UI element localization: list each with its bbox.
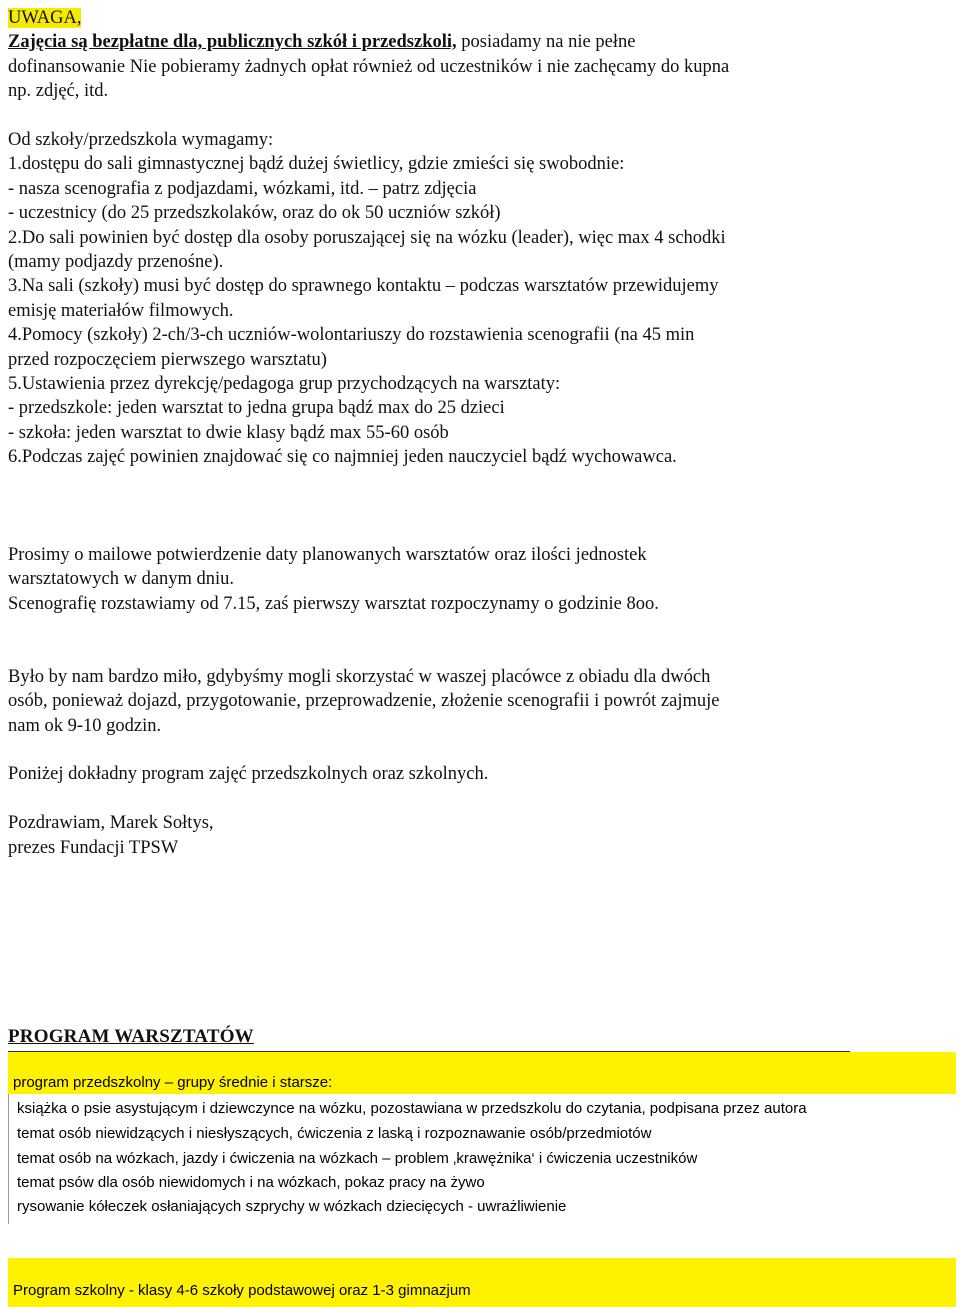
requirement-line: - uczestnicy (do 25 przedszkolaków, oraz do ok 50 uczniów szkół) (8, 203, 501, 224)
requirement-line: 3.Na sali (szkoły) musi być dostęp do sprawnego kontaktu – podczas warsztatów przewidujemy (8, 276, 719, 297)
preschool-band (8, 1052, 956, 1094)
program-heading: PROGRAM WARSZTATÓW (8, 1026, 254, 1047)
preschool-label: program przedszkolny – grupy średnie i starsze: (13, 1074, 333, 1091)
requirement-line: 1.dostępu do sali gimnastycznej bądź dużej świetlicy, gdzie zmieści się swobodnie: (8, 154, 625, 175)
lunch-line: Było by nam bardzo miło, gdybyśmy mogli skorzystać w waszej placówce z obiadu dla dwóch (8, 666, 711, 687)
confirmation-line: Prosimy o mailowe potwierdzenie daty planowanych warsztatów oraz ilości jednostek (8, 544, 647, 565)
signature-line-1: Pozdrawiam, Marek Sołtys, (8, 813, 214, 834)
requirement-line: emisję materiałów filmowych. (8, 300, 234, 321)
requirement-line: 5.Ustawienia przez dyrekcję/pedagoga grup przychodzących na warsztaty: (8, 374, 561, 395)
preschool-item: rysowanie kółeczek osłaniających szprychy w wózkach dziecięcych - uwrażliwienie (17, 1198, 567, 1215)
requirement-line: - nasza scenografia z podjazdami, wózkami, itd. – patrz zdjęcia (8, 178, 477, 199)
notice-line-2: dofinansowanie Nie pobieramy żadnych opłat również od uczestników i nie zachęcamy do kupna (8, 56, 730, 77)
requirement-line: - szkoła: jeden warsztat to dwie klasy bądź max 55-60 osób (8, 422, 449, 443)
preschool-item: książka o psie asystującym i dziewczynce na wózku, pozostawiana w przedszkolu do czytania, podpisana przez autora (17, 1100, 807, 1117)
preschool-items (8, 1094, 957, 1224)
notice-line-1 (8, 30, 953, 54)
requirement-line: 4.Pomocy (szkoły) 2-ch/3-ch uczniów-wolontariuszy do rozstawienia scenografii (na 45 min (8, 325, 695, 346)
preschool-item: temat osób niewidzących i niesłyszących, ćwiczenia z laską i rozpoznawanie osób/przedmiotów (17, 1125, 652, 1142)
confirmation-line: Scenografię rozstawiamy od 7.15, zaś pierwszy warsztat rozpoczynamy o godzinie 8oo. (8, 593, 659, 614)
notice-bold-lead: Zajęcia są bezpłatne dla, publicznych szkół i przedszkoli, (8, 32, 457, 53)
lunch-line: nam ok 9-10 godzin. (8, 715, 162, 736)
document-body (8, 6, 953, 860)
program-note: Poniżej dokładny program zajęć przedszkolnych oraz szkolnych. (8, 764, 489, 785)
signature-line-2: prezes Fundacji TPSW (8, 837, 179, 858)
requirements-intro: Od szkoły/przedszkola wymagamy: (8, 130, 274, 151)
notice-uwaga (8, 6, 953, 30)
preschool-item: temat psów dla osób niewidomych i na wózkach, pokaz pracy na żywo (17, 1174, 485, 1191)
preschool-item: temat osób na wózkach, jazdy i ćwiczenia na wózkach – problem ‚krawężnika‘ i ćwiczenia uczestników (17, 1150, 698, 1167)
requirement-line: (mamy podjazdy przenośne). (8, 252, 224, 273)
notice-line-3: np. zdjęć, itd. (8, 81, 109, 102)
lunch-line: osób, ponieważ dojazd, przygotowanie, przeprowadzenie, złożenie scenografii i powrót zajmuje (8, 691, 720, 712)
requirement-line: 2.Do sali powinien być dostęp dla osoby poruszającej się na wózku (leader), więc max 4 schodki (8, 227, 726, 248)
notice-rest: posiadamy na nie pełne (456, 32, 636, 53)
uwaga-highlight: UWAGA, (8, 8, 82, 28)
requirement-line: 6.Podczas zajęć powinien znajdować się co najmniej jeden nauczyciel bądź wychowawca. (8, 447, 677, 468)
confirmation-line: warsztatowych w danym dniu. (8, 569, 235, 590)
school-band (8, 1258, 956, 1307)
requirement-line: przed rozpoczęciem pierwszego warsztatu) (8, 349, 327, 370)
school-label: Program szkolny - klasy 4-6 szkoły podstawowej oraz 1-3 gimnazjum (13, 1282, 471, 1299)
requirement-line: - przedszkole: jeden warsztat to jedna grupa bądź max do 25 dzieci (8, 398, 505, 419)
